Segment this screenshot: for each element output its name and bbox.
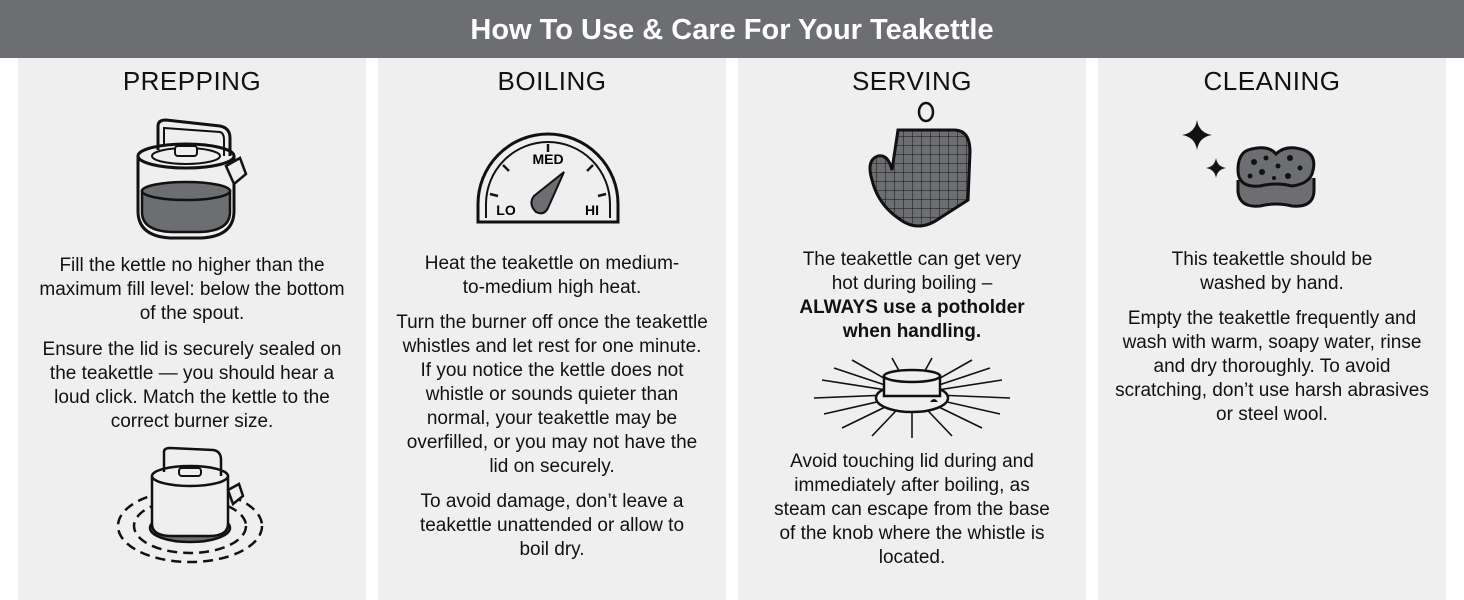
body-paragraph: Fill the kettle no higher than the maximum fill level: below the bottom of the spout. bbox=[39, 255, 345, 324]
body-paragraph: Ensure the lid is securely sealed on the teakettle — you should hear a loud click. Match the kettle to the correct burner size. bbox=[42, 339, 342, 432]
section-heading: BOILING bbox=[497, 66, 607, 96]
section-prepping bbox=[18, 58, 366, 600]
kettle-burner-icon bbox=[117, 446, 267, 566]
sponge-icon bbox=[1234, 146, 1318, 214]
page-title-banner bbox=[0, 0, 1464, 58]
body-paragraph: Turn the burner off once the teakettle whistles and let rest for one minute. If you notice the kettle does not whistle or sounds quieter than normal, your teakettle may be overfilled, or you may not have the lid on securely. bbox=[396, 312, 708, 477]
kettle-fill-icon bbox=[130, 116, 250, 246]
warning-intro: The teakettle can get very hot during boiling – bbox=[802, 249, 1022, 294]
gauge-label-high: HI bbox=[585, 202, 599, 218]
page-title: How To Use & Care For Your Teakettle bbox=[470, 14, 994, 46]
section-cleaning bbox=[1098, 58, 1446, 600]
gauge-icon bbox=[476, 132, 620, 224]
steam-lid-icon bbox=[812, 358, 1012, 438]
body-paragraph: Avoid touching lid during and immediately after boiling, as steam can escape from the base of the knob where the whistle is located. bbox=[774, 451, 1050, 568]
potholder-warning: ALWAYS use a potholder when handling. bbox=[799, 297, 1025, 342]
gauge-label-low: LO bbox=[496, 202, 516, 218]
body-paragraph: To avoid damage, don’t leave a teakettle unattended or allow to boil dry. bbox=[419, 491, 685, 560]
body-paragraph: Empty the teakettle frequently and wash with warm, soapy water, rinse and dry thoroughly. To avoid scratching, don’t use harsh abrasives or steel wool. bbox=[1115, 308, 1429, 425]
sparkle-icon bbox=[1182, 120, 1212, 150]
body-paragraph: Heat the teakettle on medium-to-medium high heat. bbox=[424, 253, 680, 298]
section-serving bbox=[738, 58, 1086, 600]
section-heading: SERVING bbox=[851, 66, 973, 96]
body-paragraph: This teakettle should be washed by hand. bbox=[1171, 249, 1373, 294]
section-heading: CLEANING bbox=[1203, 66, 1341, 96]
section-boiling bbox=[378, 58, 726, 600]
sparkle-icon bbox=[1206, 158, 1226, 178]
oven-mitt-icon bbox=[858, 100, 978, 236]
section-heading: PREPPING bbox=[122, 66, 262, 96]
gauge-label-mid: MED bbox=[532, 151, 564, 167]
